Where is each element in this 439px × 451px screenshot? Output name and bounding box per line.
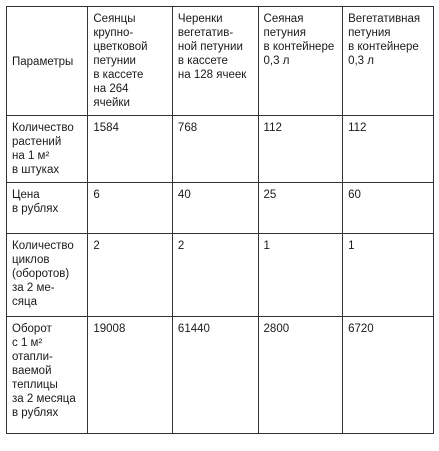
table-row: [7, 317, 434, 434]
table-cell: 19008: [88, 317, 173, 434]
table-header-row: [7, 7, 434, 116]
table-cell: 1584: [88, 116, 173, 183]
row-label: Количество циклов (оборотов) за 2 ме- сяца: [7, 234, 88, 317]
table-cell: 61440: [172, 317, 258, 434]
header-cell-seedlings: Сеянцы крупно- цветковой петунии в кассете на 264 ячейки: [88, 7, 173, 116]
table-cell: 768: [172, 116, 258, 183]
table-cell: 25: [258, 183, 343, 234]
table-cell: 6: [88, 183, 173, 234]
table-cell: 112: [343, 116, 434, 183]
table-row: [7, 183, 434, 234]
table-cell: 6720: [343, 317, 434, 434]
header-cell-parameters: Параметры: [7, 7, 88, 116]
table-cell: 1: [343, 234, 434, 317]
table-cell: 2: [88, 234, 173, 317]
comparison-table: [6, 6, 434, 434]
table-cell: 112: [258, 116, 343, 183]
row-label: Цена в рублях: [7, 183, 88, 234]
table-row: [7, 234, 434, 317]
header-cell-vegetative-petunia: Вегетативная петуния в контейнере 0,3 л: [343, 7, 434, 116]
row-label: Оборот с 1 м² отапли- ваемой теплицы за 2 месяца в рублях: [7, 317, 88, 434]
header-cell-sown-petunia: Сеяная петуния в контейнере 0,3 л: [258, 7, 343, 116]
table-cell: 60: [343, 183, 434, 234]
table-cell: 2800: [258, 317, 343, 434]
row-label: Количество растений на 1 м² в штуках: [7, 116, 88, 183]
header-cell-cuttings: Черенки вегетатив- ной петунии в кассете на 128 ячеек: [172, 7, 258, 116]
table-cell: 2: [172, 234, 258, 317]
table-row: [7, 116, 434, 183]
table-cell: 1: [258, 234, 343, 317]
table-cell: 40: [172, 183, 258, 234]
